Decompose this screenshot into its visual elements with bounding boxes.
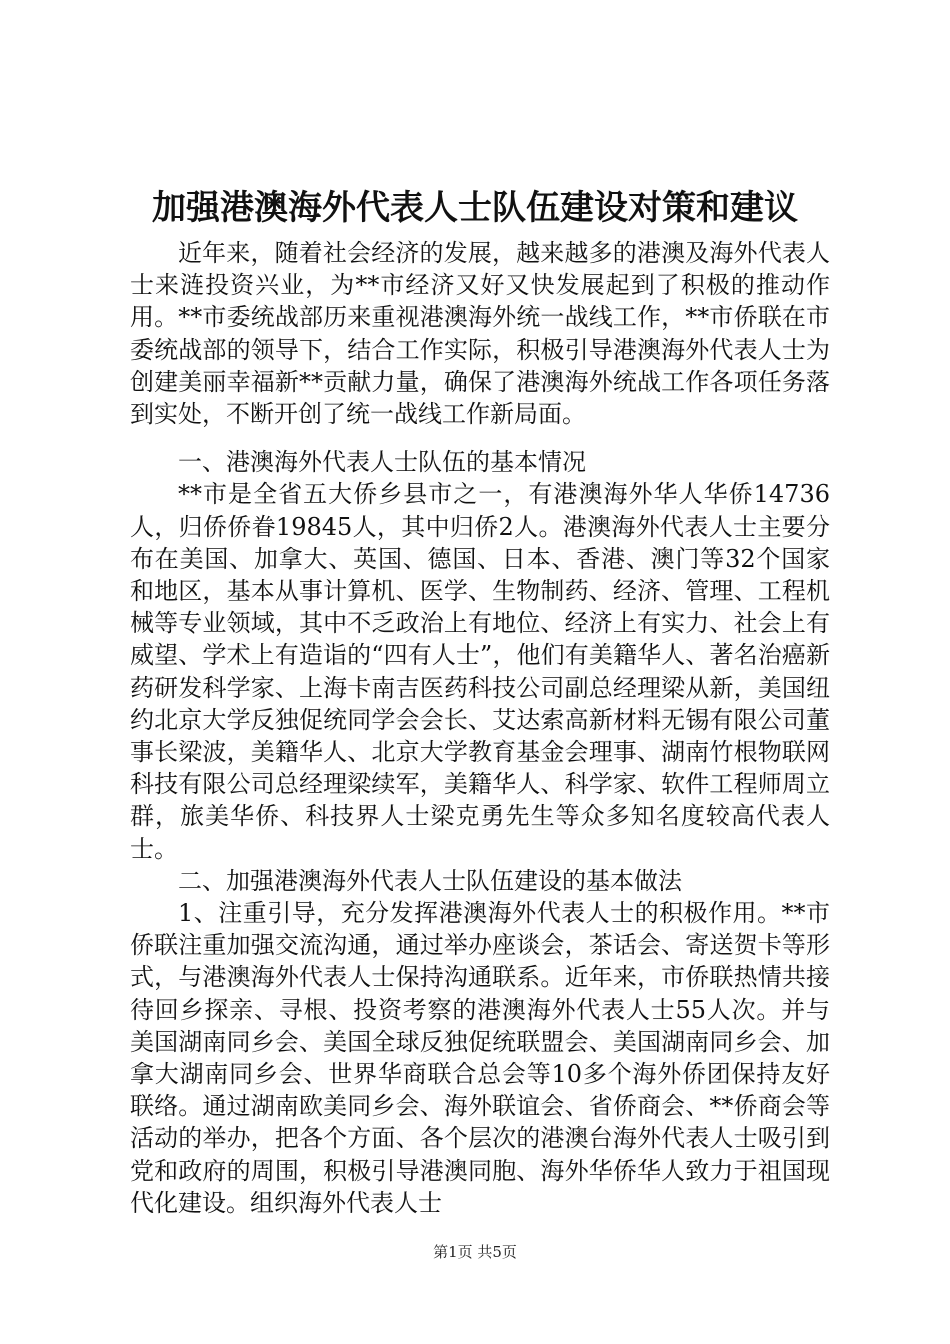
section-2-paragraph: 1、注重引导，充分发挥港澳海外代表人士的积极作用。**市侨联注重加强交流沟通，通过举办座谈会，茶话会、寄送贺卡等形式，与港澳海外代表人士保持沟通联系。近年来，市侨联热情共接待回乡探亲、寻根、投资考察的港澳海外代表人士55人次。并与美国湖南同乡会、美国全球反独促统联盟会、美国湖南同乡会、加拿大湖南同乡会、世界华商联合总会等10多个海外侨团保持友好联络。通过湖南欧美同乡会、海外联谊会、省侨商会、**侨商会等活动的举办，把各个方面、各个层次的港澳台海外代表人士吸引到党和政府的周围，积极引导港澳同胞、海外华侨华人致力于祖国现代化建设。组织海外代表人士 [130,899,830,1217]
section-1-paragraph: **市是全省五大侨乡县市之一，有港澳海外华人华侨14736人，归侨侨眷19845人，其中归侨2人。港澳海外代表人士主要分布在美国、加拿大、英国、德国、日本、香港、澳门等32个国家和地区，基本从事计算机、医学、生物制药、经济、管理、工程机械等专业领域，其中不乏政治上有地位、经济上有实力、社会上有威望、学术上有造诣的“四有人士”，他们有美籍华人、著名治癌新药研发科学家、上海卡南吉医药科技公司副总经理梁从新，美国纽约北京大学反独促统同学会会长、艾达索高新材料无锡有限公司董事长梁波，美籍华人、北京大学教育基金会理事、湖南竹根物联网科技有限公司总经理梁续军，美籍华人、科学家、软件工程师周立群，旅美华侨、科技界人士梁克勇先生等众多知名度较高代表人士。 [130,480,830,863]
section-heading-1: 一、港澳海外代表人士队伍的基本情况 [178,448,586,477]
document-title: 加强港澳海外代表人士队伍建设对策和建议 [152,188,798,228]
document-body [130,237,830,1219]
page-number-footer: 第1页 共5页 [433,1243,517,1261]
section-heading-2: 二、加强港澳海外代表人士队伍建设的基本做法 [178,866,682,895]
intro-paragraph: 近年来，随着社会经济的发展，越来越多的港澳及海外代表人士来涟投资兴业，为**市经济又好又快发展起到了积极的推动作用。**市委统战部历来重视港澳海外统一战线工作，**市侨联在市委统战部的领导下，结合工作实际，积极引导港澳海外代表人士为创建美丽幸福新**贡献力量，确保了港澳海外统战工作各项任务落到实处，不断开创了统一战线工作新局面。 [130,239,830,429]
